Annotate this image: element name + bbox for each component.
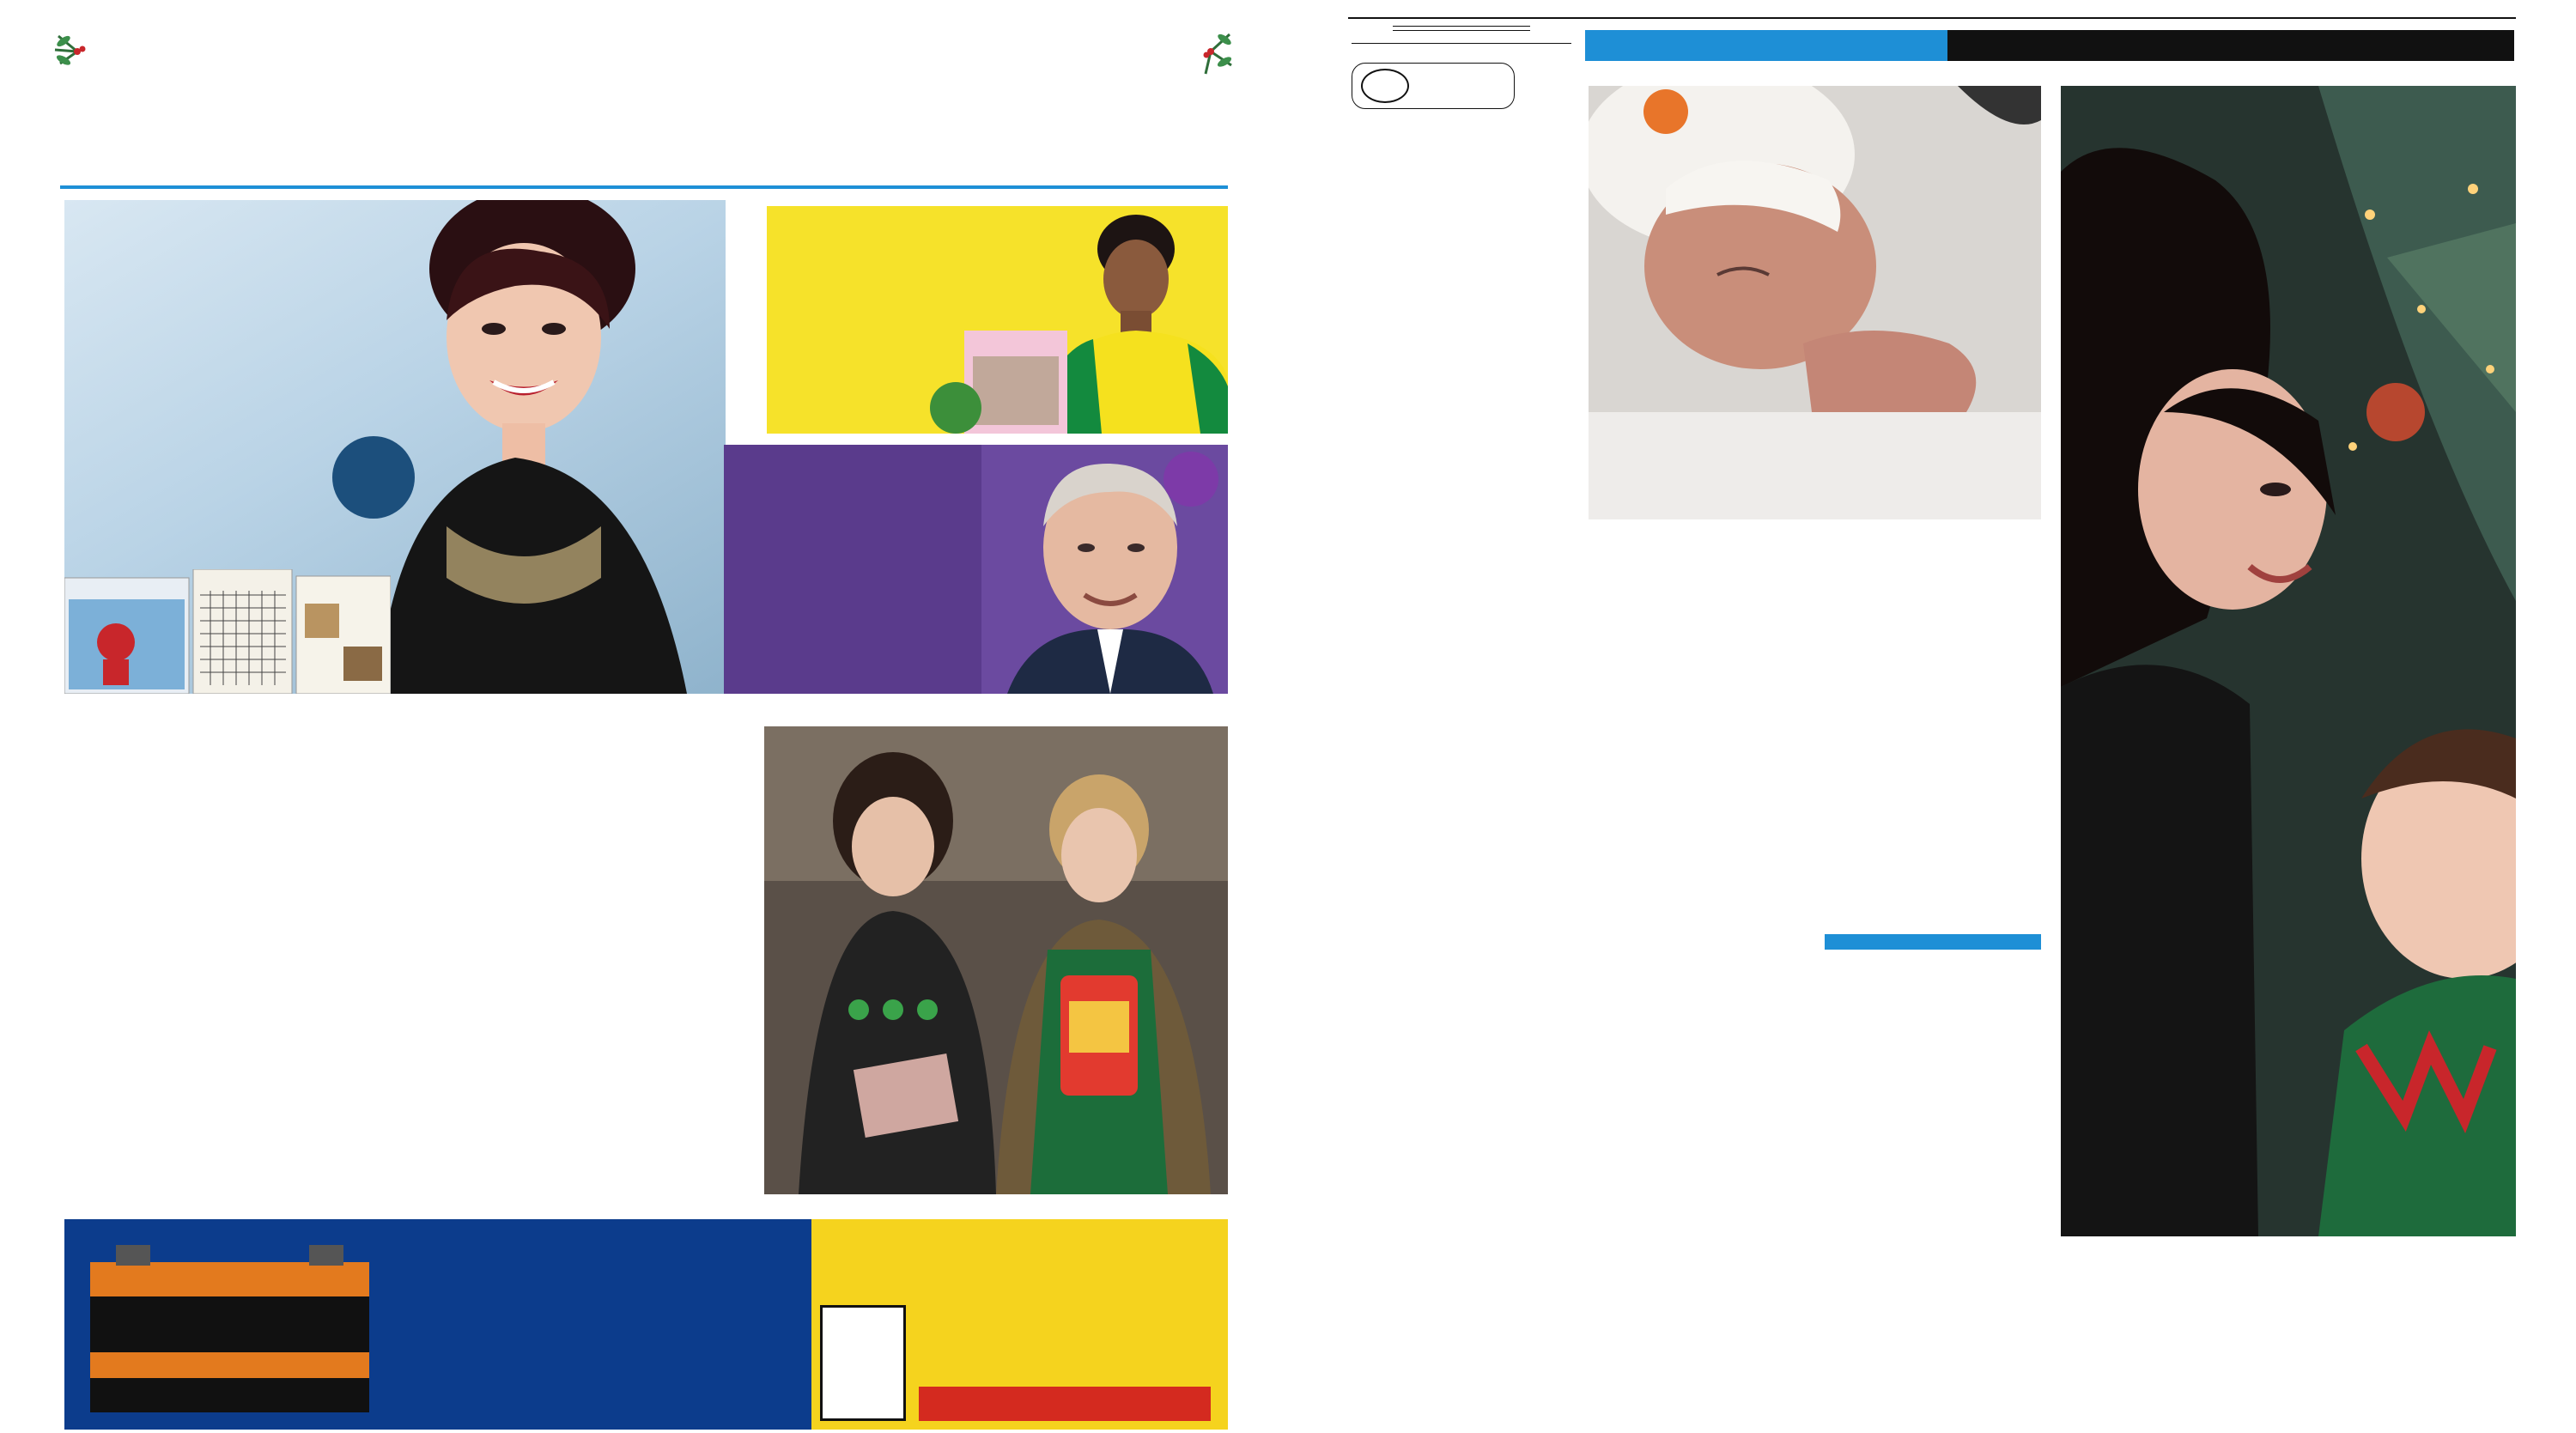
directory-serving bbox=[1393, 26, 1530, 31]
contact-directory bbox=[1352, 24, 1571, 1402]
fastfit-url[interactable] bbox=[919, 1387, 1211, 1421]
ipso-logo bbox=[1361, 69, 1409, 103]
supplement-covers bbox=[64, 569, 391, 694]
panto-promo[interactable] bbox=[64, 200, 726, 694]
volunteers-photo bbox=[764, 726, 1228, 1194]
pink-un-cover bbox=[964, 331, 1067, 434]
inside-top-rule bbox=[1348, 17, 2516, 19]
fastfit-advert[interactable] bbox=[64, 1219, 1228, 1430]
byline-bar bbox=[1825, 934, 2041, 950]
battery-check-box bbox=[820, 1305, 906, 1421]
holly-icon bbox=[52, 26, 103, 77]
front-page bbox=[0, 0, 1245, 1433]
page-5-badge bbox=[1163, 452, 1218, 507]
pink-un-badge bbox=[930, 382, 981, 434]
newborn-photo bbox=[1589, 86, 2041, 519]
mother-and-baby-photo bbox=[2061, 86, 2516, 1236]
inside-byline-block bbox=[1825, 898, 2039, 903]
front-story-column-2 bbox=[551, 1053, 750, 1060]
masthead bbox=[52, 9, 1236, 159]
pages-badge bbox=[332, 436, 415, 519]
holly-icon bbox=[1185, 26, 1236, 77]
ipso-notice bbox=[1352, 43, 1571, 49]
section-label-news bbox=[1585, 30, 1947, 61]
king-promo[interactable] bbox=[724, 445, 1228, 694]
fastfit-panel bbox=[811, 1219, 1228, 1430]
ipso-regulated-badge bbox=[1352, 63, 1515, 109]
fans-promo[interactable] bbox=[767, 206, 1228, 434]
battery-image bbox=[90, 1245, 369, 1412]
section-bar bbox=[1947, 30, 2514, 61]
dateline bbox=[60, 153, 1228, 179]
masthead-rule bbox=[60, 185, 1228, 189]
